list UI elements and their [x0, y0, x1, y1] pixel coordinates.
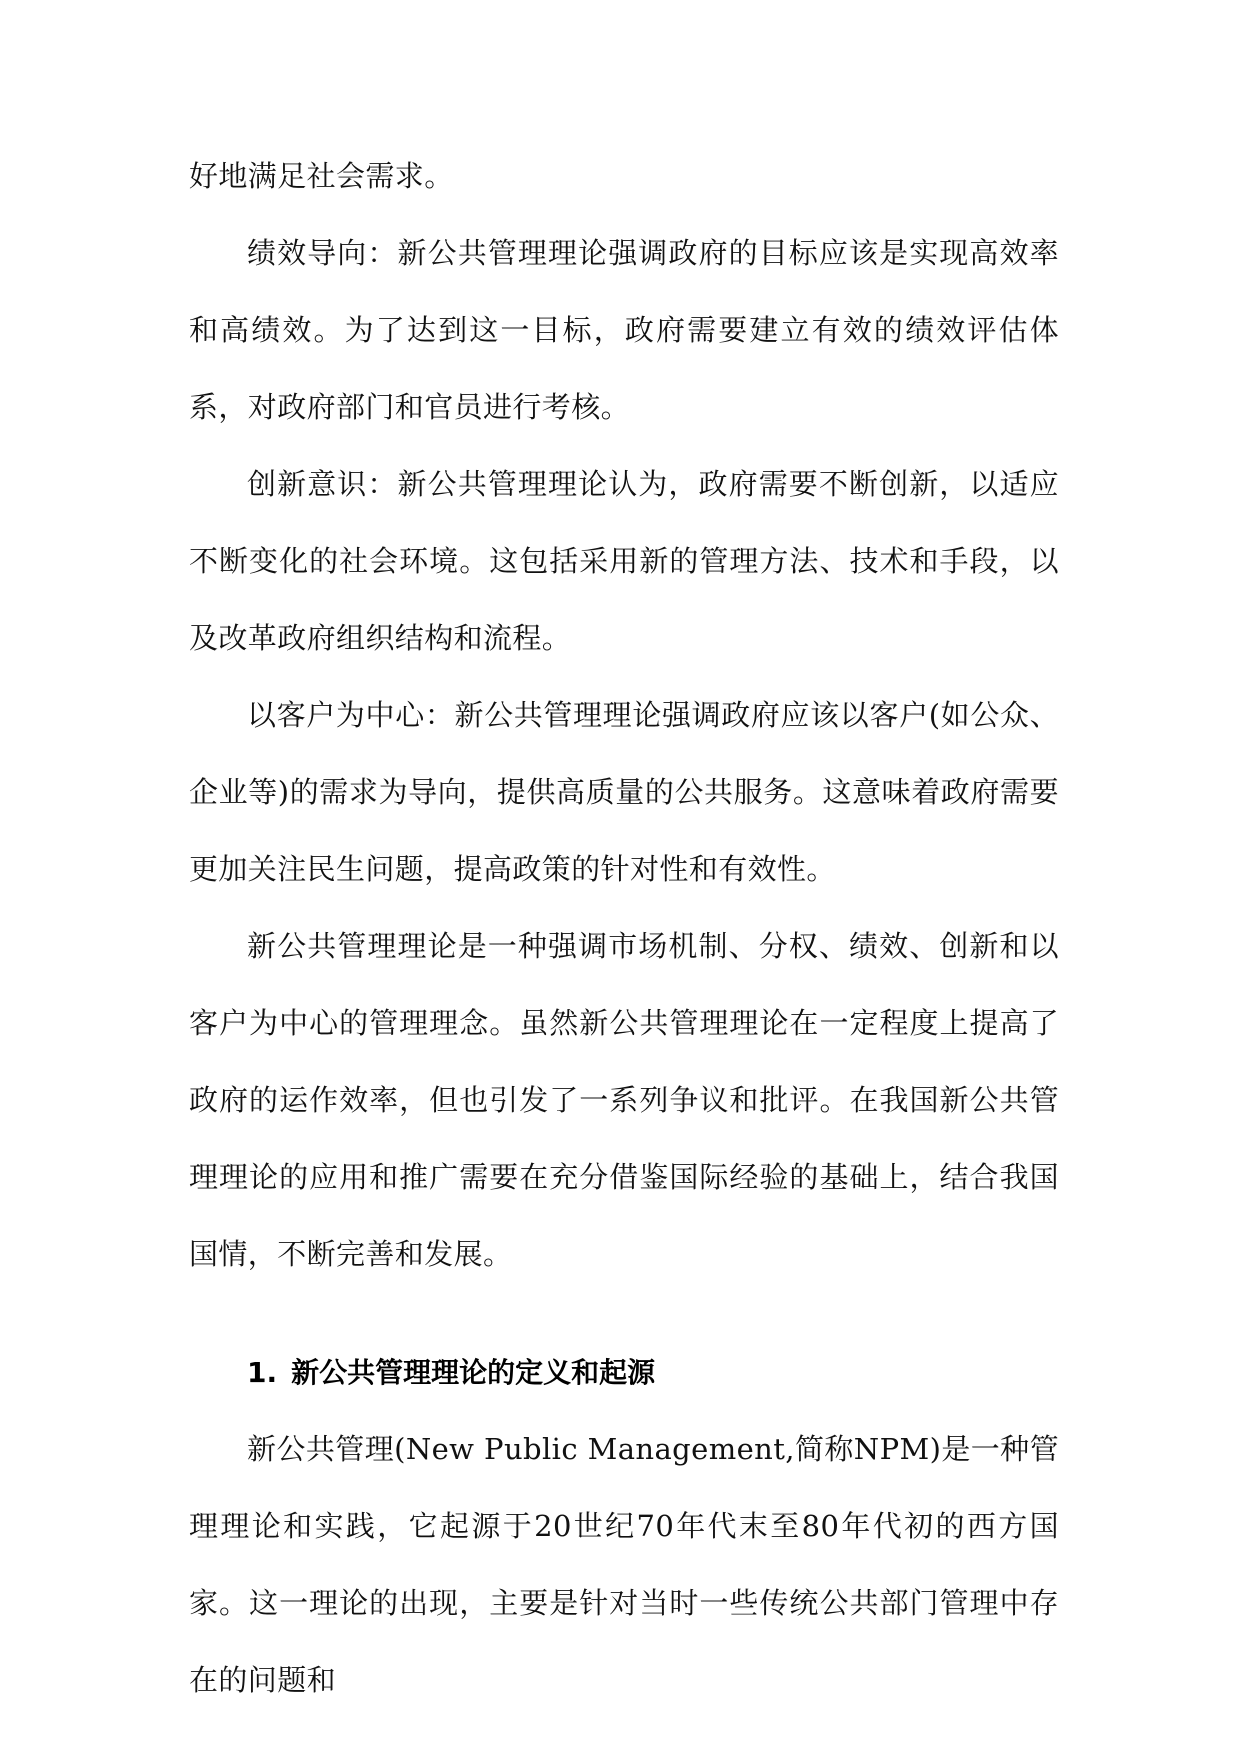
body-paragraph: 创新意识：新公共管理理论认为，政府需要不断创新，以适应不断变化的社会环境。这包括采用新的管理方法、技术和手段，以及改革政府组织结构和流程。 [189, 467, 1059, 655]
body-paragraph: 新公共管理(New Public Management,简称NPM)是一种管理理论和实践，它起源于20世纪70年代末至80年代初的西方国家。这一理论的出现，主要是针对当时一些传统公共部门管理中存在的问题和 [189, 1432, 1059, 1697]
section-heading [189, 1334, 1059, 1411]
body-paragraph: 以客户为中心：新公共管理理论强调政府应该以客户(如公众、企业等)的需求为导向，提供高质量的公共服务。这意味着政府需要更加关注民生问题，提高政策的针对性和有效性。 [189, 698, 1059, 886]
body-paragraph: 好地满足社会需求。 [189, 159, 454, 193]
document-body [189, 138, 1059, 1719]
body-paragraph: 绩效导向：新公共管理理论强调政府的目标应该是实现高效率和高绩效。为了达到这一目标，政府需要建立有效的绩效评估体系，对政府部门和官员进行考核。 [189, 236, 1059, 424]
section-title: 新公共管理理论的定义和起源 [291, 1356, 656, 1389]
body-paragraph: 新公共管理理论是一种强调市场机制、分权、绩效、创新和以客户为中心的管理理念。虽然新公共管理理论在一定程度上提高了政府的运作效率，但也引发了一系列争议和批评。在我国新公共管理理论的应用和推广需要在充分借鉴国际经验的基础上，结合我国国情，不断完善和发展。 [189, 929, 1059, 1271]
section-number: 1. [247, 1356, 278, 1389]
